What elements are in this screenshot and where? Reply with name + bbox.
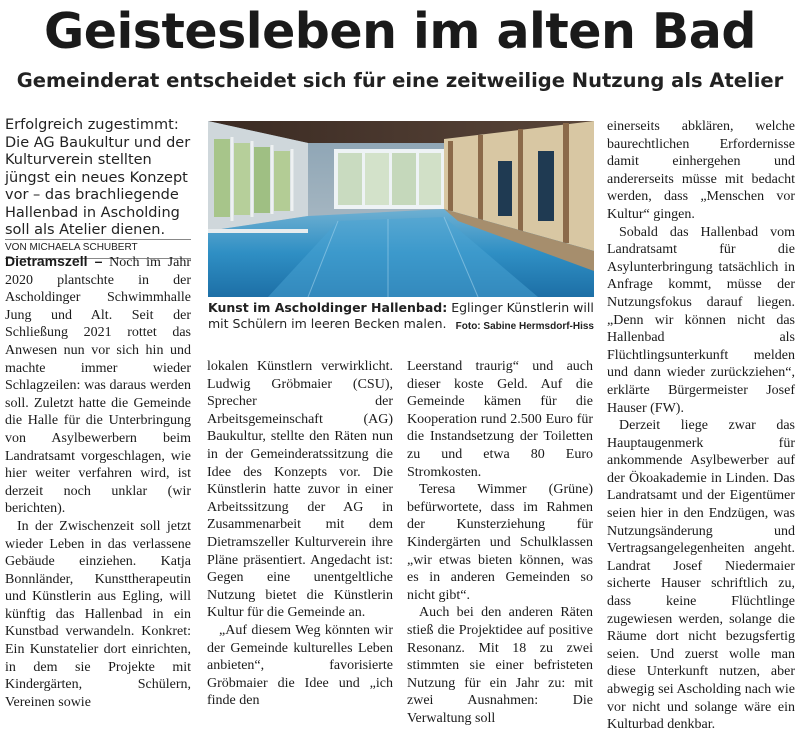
paragraph-text: Noch im Jahr 2020 plantschte in der Ascholdinger Schwimmhalle Jung und Alt. Seit der Schließung 2021 rottet das Anwesen nun vor sich hin und machte immer wieder Schlagzeilen: was daraus werden soll. Zuletzt hatte die Gemeinde die Halle für die Unterbringung von Asylbewerbern beim Landratsamt vorgeschlagen, wie hier weiter verfahren wird, ist derzeit noch unklar (wir berichten). [5, 255, 191, 517]
paragraph: Sobald das Hallenbad vom Landratsamt für die Asylunterbringung tatsächlich in Anfrage kommt, müsse der Nutzungsfokus darauf liegen. „Denn wir können nicht das Hallenbad als Flüchtlingsunterkunft melden und dann wieder zurückziehen“, erklärte Bürgermeister Josef Hauser (FW). [607, 224, 795, 416]
byline-top-rule [5, 239, 191, 240]
byline: VON MICHAELA SCHUBERT [5, 242, 191, 259]
subheadline: Gemeinderat entscheidet sich für eine zeitweilige Nutzung als Atelier [16, 69, 784, 92]
photo-caption [208, 300, 594, 335]
caption-text: Eglinger Künstlerin will mit Schülern im leeren Becken malen. [208, 300, 594, 331]
column-4 [607, 118, 795, 734]
paragraph: Auch bei den anderen Räten stieß die Projektidee auf positive Resonanz. Mit 18 zu zwei stimmten sie einer befristeten Nutzung für ein Jahr zu: mit zwei Ausnahmen: Die Verwaltung soll [407, 605, 593, 726]
paragraph: lokalen Künstlern verwirklicht. Ludwig Gröbmaier (CSU), Sprecher der Arbeitsgemeinschaft (AG) Baukultur, stellte den Räten nun in der Gemeinderatssitzung die Idee des Konzepts vor. Die Künstlerin hatte zuvor in einer Arbeitssitzung der AG in Zusammenarbeit mit dem Dietramszeller Kulturverein ihre Pläne präsentiert. Angedacht ist: Gegen eine unentgeltliche Nutzung bietet die Künstlerin Kultur für die Gemeinde an. [207, 359, 393, 621]
paragraph: „Auf diesem Weg könnten wir der Gemeinde kulturelles Leben anbieten“, favorisierte Gröbmaier die Idee und „ich finde den [207, 622, 393, 709]
caption-title: Kunst im Ascholdinger Hallenbad: [208, 300, 448, 315]
paragraph [5, 253, 191, 518]
photo-credit: Foto: Sabine Hermsdorf-Hiss [455, 321, 594, 332]
article-photo [208, 121, 594, 297]
paragraph: Derzeit liege zwar das Hauptaugenmerk für ankommende Asylbewerber auf der Ökoakademie in Linden. Das Landratsamt und der Eigentümer seien hier in den Endzügen, was Nutzungsänderung und Vertragsangelegenheiten angeht. Landrat Josef Niedermaier sicherte Hauser schriftlich zu, dass keine Flüchtlinge zugewiesen werden, solange die Räume dort nicht bezugsfertig seien. Und zuerst wolle man diese Unterkunft nutzen, aber abwegig sei Ascholding nach wie vor nicht und solange wäre ein Kulturbad denkbar. [607, 418, 795, 733]
lead-text: Erfolgreich zugestimmt: Die AG Baukultur und der Kulturverein stellten jüngst ein neues Konzept vor – das brachliegende Hallenbad in Ascholding soll als Atelier dienen. [5, 117, 191, 238]
paragraph: In der Zwischenzeit soll jetzt wieder Leben in das verlassene Gebäude einziehen. Katja Bonnländer, Kunsttherapeutin und Künstlerin aus Egling, will künftig das Hallenbad in ein Kunstbad verwandeln. Konkret: Ein Kunstatelier dort einrichten, in dem sie Projekte mit Kindergärten, Schülern, Vereinen sowie [5, 518, 191, 710]
dateline: Dietramszell – [5, 253, 103, 269]
paragraph: Leerstand traurig“ und auch dieser koste Geld. Auf die Gemeinde kämen für die Kooperation rund 2.500 Euro für die Instandsetzung der Toiletten zu und etwa 80 Euro Stromkosten. [407, 359, 593, 480]
headline: Geistesleben im alten Bad [44, 3, 756, 60]
indoor-pool-image [208, 121, 594, 297]
column-1 [5, 253, 191, 711]
column-2 [207, 358, 393, 710]
paragraph: einerseits abklären, welche baurechtlichen Erfordernisse damit einhergehen und andererseits müsse mit bedacht werden, dass „Menschen vor Kultur“ gingen. [607, 119, 795, 222]
paragraph: Teresa Wimmer (Grüne) befürwortete, dass im Rahmen der Kunsterziehung für Kindergärten und Schulklassen „wir etwas bieten können, was es in anderen Gemeinden so nicht gibt“. [407, 482, 593, 603]
column-3 [407, 358, 593, 727]
